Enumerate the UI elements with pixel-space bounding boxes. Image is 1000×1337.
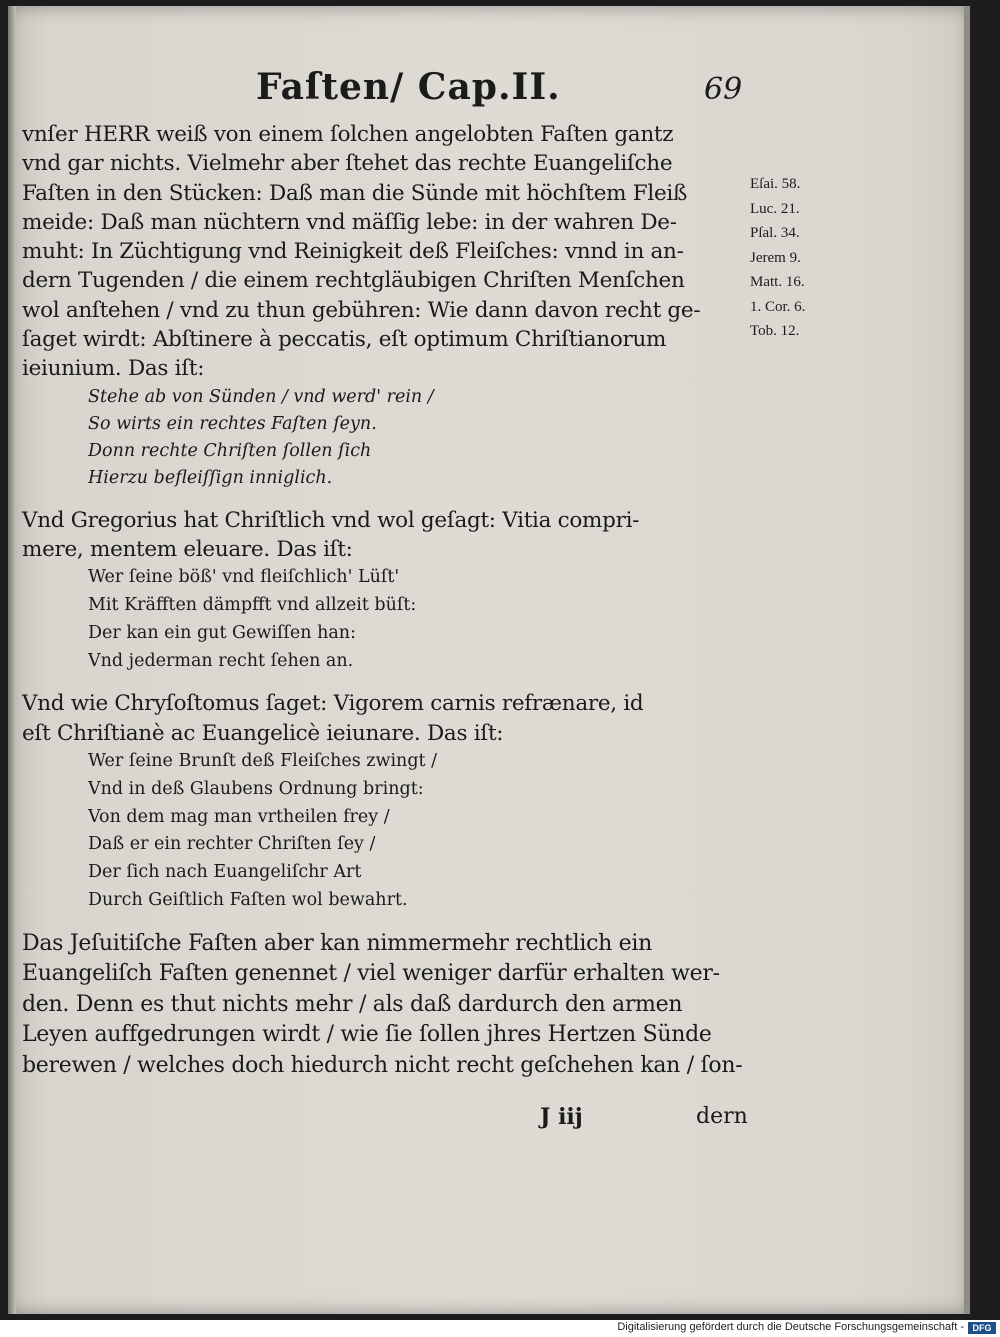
paragraph-2 <box>22 506 746 565</box>
dfg-logo-icon[interactable]: DFG <box>968 1322 996 1334</box>
paragraph-3 <box>22 689 746 748</box>
spacer <box>22 915 746 929</box>
verse-line: Hierzu befleiſſign inniglich. <box>88 467 333 488</box>
main-text <box>22 120 746 1081</box>
verse-line: Von dem mag man vrtheilen frey / <box>88 806 390 827</box>
text-line: berewen / welches doch hiedurch nicht recht geſchehen kan / ſon- <box>22 1052 743 1078</box>
paragraph-4 <box>22 929 746 1082</box>
verse-line: Der ſich nach Euangeliſchr Art <box>88 862 362 883</box>
verse-1 <box>22 384 746 492</box>
marginal-note: Tob. 12. <box>750 323 800 339</box>
verse-line: Wer ſeine böß' vnd fleiſchlich' Lüſt' <box>88 567 400 588</box>
verse-line: Donn rechte Chriſten ſollen ſich <box>88 440 372 461</box>
text-line: mere, mentem eleuare. Das iſt: <box>22 536 353 562</box>
marginal-note: Matt. 16. <box>750 274 805 290</box>
verse-line: Vnd jederman recht ſehen an. <box>88 650 354 671</box>
verse-3 <box>22 748 746 915</box>
verse-line: Der kan ein gut Gewiſſen han: <box>88 622 356 643</box>
text-line: vnd gar nichts. Vielmehr aber ſtehet das rechte Euangeliſche <box>22 151 673 177</box>
signature-mark: J iij <box>540 1104 583 1130</box>
verse-2 <box>22 564 746 675</box>
text-line: Vnd Gregorius hat Chriſtlich vnd wol geſagt: Vitia compri- <box>22 507 640 533</box>
marginal-note: Jerem 9. <box>750 249 801 266</box>
verse-line: Daß er ein rechter Chriſten ſey / <box>88 834 376 855</box>
page-edge <box>964 6 970 1314</box>
text-line: Leyen auffgedrungen wirdt / wie ſie ſollen jhres Hertzen Sünde <box>22 1022 712 1048</box>
marginal-note: Luc. 21. <box>750 200 800 217</box>
text-line: Vnd wie Chryſoſtomus ſaget: Vigorem carnis refrænare, id <box>22 691 644 717</box>
text-line: den. Denn es thut nichts mehr / als daß dardurch den armen <box>22 991 683 1017</box>
text-line: vnſer HERR weiß von einem ſolchen angelobten Faſten gantz <box>22 122 674 147</box>
text-line: meide: Daß man nüchtern vnd mäſſig lebe: in der wahren De- <box>22 209 677 235</box>
text-line: dern Tugenden / die einem rechtgläubigen Chriſten Menſchen <box>22 268 685 294</box>
running-header <box>256 66 756 116</box>
marginal-references <box>750 172 850 344</box>
marginal-note: Pſal. 34. <box>750 225 800 241</box>
marginal-note: Eſai. 58. <box>750 176 801 192</box>
text-line: ieiunium. Das iſt: <box>22 356 205 382</box>
verse-line: Wer ſeine Brunſt deß Fleiſches zwingt / <box>88 751 438 772</box>
marginal-note: 1. Cor. 6. <box>750 298 806 315</box>
digitization-footer <box>0 1320 1000 1337</box>
spacer <box>22 675 746 689</box>
footer-credit: Digitalisierung gefördert durch die Deutsche Forschungsgemeinschaft - <box>617 1321 964 1333</box>
page-title: Faſten/ Cap.II. <box>256 66 561 108</box>
paragraph-1 <box>22 120 746 384</box>
verse-line: Mit Kräfften dämpfft vnd allzeit büſt: <box>88 595 417 616</box>
page-foot <box>536 1104 756 1134</box>
text-line: Das Jeſuitiſche Faſten aber kan nimmermehr rechtlich ein <box>22 930 653 956</box>
text-line: wol anſtehen / vnd zu thun gebühren: Wie dann davon recht ge- <box>22 297 701 323</box>
text-line: ſaget wirdt: Abſtinere à peccatis, eſt optimum Chriſtianorum <box>22 327 667 353</box>
text-line: muht: In Züchtigung vnd Reinigkeit deß Fleiſches: vnnd in an- <box>22 239 684 265</box>
verse-line: So wirts ein rechtes Faſten ſeyn. <box>88 413 377 434</box>
catchword: dern <box>696 1104 748 1129</box>
text-line: Faſten in den Stücken: Daß man die Sünde mit höchſtem Fleiß <box>22 180 688 206</box>
spacer <box>22 492 746 506</box>
page-number: 69 <box>704 72 743 107</box>
verse-line: Durch Geiſtlich Faſten wol bewahrt. <box>88 890 408 911</box>
verse-line: Vnd in deß Glaubens Ordnung bringt: <box>88 778 424 799</box>
text-line: eſt Chriſtianè ac Euangelicè ieiunare. Das iſt: <box>22 720 504 746</box>
text-line: Euangeliſch Faſten genennet / viel weniger darfür erhalten wer- <box>22 961 720 987</box>
verse-line: Stehe ab von Sünden / vnd werd' rein / <box>88 386 434 407</box>
